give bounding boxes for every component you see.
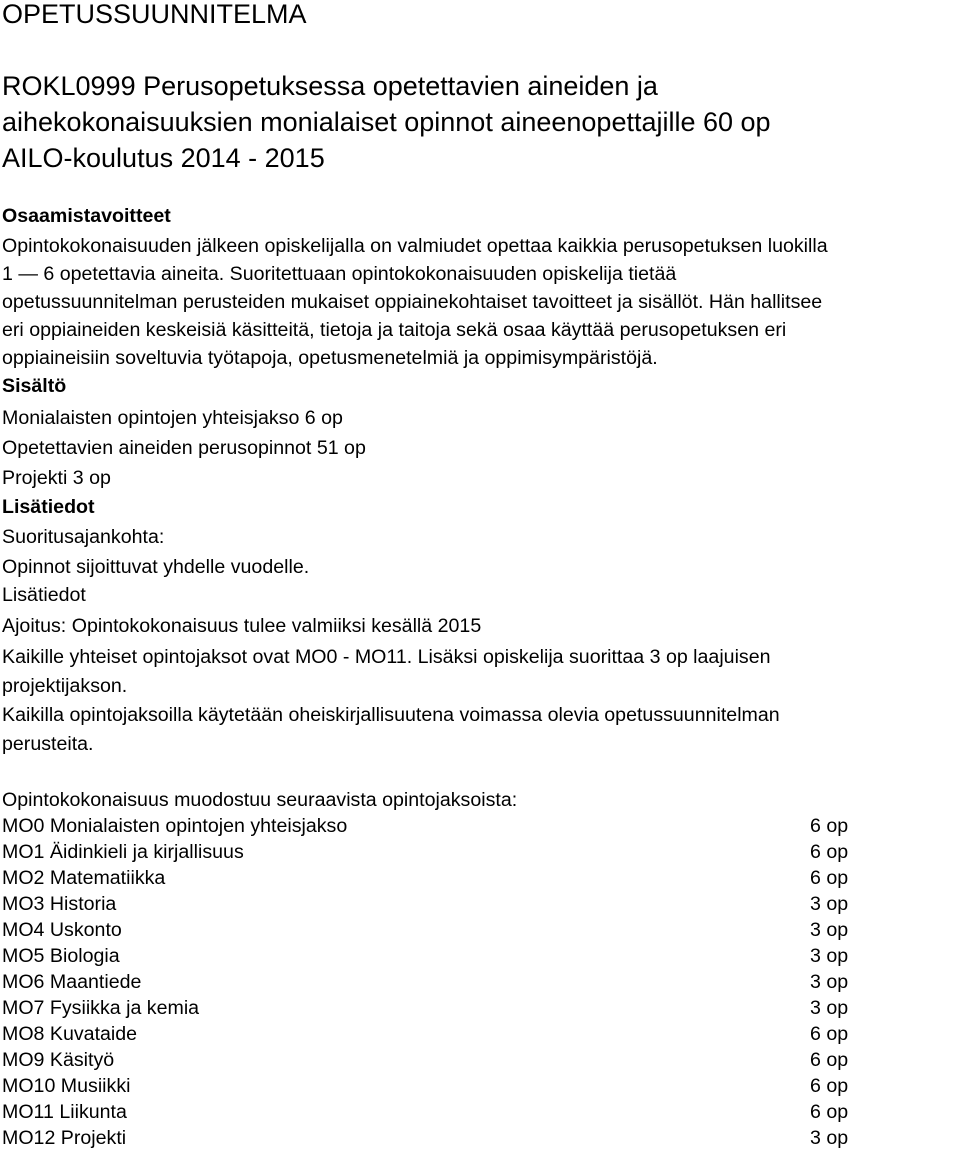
course-credits: 6 op: [810, 841, 849, 863]
objectives-line: oppiaineisiin soveltuvia työtapoja, opetusmenetelmiä ja oppimisympäristöjä.: [2, 347, 658, 369]
course-row: [2, 839, 852, 865]
course-title-line-1: ROKL0999 Perusopetuksessa opetettavien aineiden ja: [2, 71, 658, 101]
course-credits: 6 op: [810, 867, 849, 889]
course-credits: 3 op: [810, 1127, 849, 1149]
additional-info-heading-2: Lisätiedot: [2, 584, 86, 606]
course-row: [2, 943, 852, 969]
course-name: MO9 Käsityö: [2, 1049, 115, 1071]
additional-line: projektijakson.: [2, 675, 128, 697]
course-row: [2, 1125, 852, 1151]
course-row: [2, 995, 852, 1021]
program-title: AILO-koulutus 2014 - 2015: [2, 143, 325, 173]
course-name: MO1 Äidinkieli ja kirjallisuus: [2, 841, 244, 863]
content-item: Projekti 3 op: [2, 467, 111, 489]
course-credits: 3 op: [810, 945, 849, 967]
course-name: MO10 Musiikki: [2, 1075, 131, 1097]
objectives-line: Opintokokonaisuuden jälkeen opiskelijalla on valmiudet opettaa kaikkia perusopetuksen luokilla: [2, 235, 828, 257]
course-title-line-2: aihekokonaisuuksien monialaiset opinnot aineenopettajille 60 op: [2, 107, 771, 137]
content-item: Opetettavien aineiden perusopinnot 51 op: [2, 437, 366, 459]
content-item: Monialaisten opintojen yhteisjakso 6 op: [2, 407, 343, 429]
course-row: [2, 969, 852, 995]
course-row: [2, 891, 852, 917]
document-heading: OPETUSSUUNNITELMA: [2, 0, 307, 29]
additional-line: Kaikilla opintojaksoilla käytetään oheiskirjallisuutena voimassa olevia opetussuunnitelman: [2, 704, 780, 726]
objectives-line: opetussuunnitelman perusteiden mukaiset oppiainekohtaiset tavoitteet ja sisällöt. Hän hallitsee: [2, 291, 823, 313]
course-row: [2, 1021, 852, 1047]
course-name: MO3 Historia: [2, 893, 117, 915]
course-name: MO7 Fysiikka ja kemia: [2, 997, 200, 1019]
course-credits: 3 op: [810, 893, 849, 915]
course-row: [2, 917, 852, 943]
objectives-heading: Osaamistavoitteet: [2, 205, 171, 227]
course-name: MO8 Kuvataide: [2, 1023, 138, 1045]
course-row: [2, 1047, 852, 1073]
completion-value: Opinnot sijoittuvat yhdelle vuodelle.: [2, 556, 310, 578]
course-credits: 3 op: [810, 997, 849, 1019]
additional-line: perusteita.: [2, 733, 94, 755]
composition-intro: Opintokokonaisuus muodostuu seuraavista opintojaksoista:: [2, 789, 518, 811]
additional-line: Kaikille yhteiset opintojaksot ovat MO0 - MO11. Lisäksi opiskelija suorittaa 3 op laajuisen: [2, 646, 771, 668]
course-credits: 6 op: [810, 1075, 849, 1097]
content-heading: Sisältö: [2, 375, 67, 397]
course-name: MO2 Matematiikka: [2, 867, 166, 889]
course-credits: 3 op: [810, 919, 849, 941]
course-name: MO5 Biologia: [2, 945, 120, 967]
course-credits: 3 op: [810, 971, 849, 993]
course-name: MO4 Uskonto: [2, 919, 122, 941]
course-row: [2, 1099, 852, 1125]
course-row: [2, 865, 852, 891]
course-row: [2, 813, 852, 839]
course-credits: 6 op: [810, 815, 849, 837]
additional-line: Ajoitus: Opintokokonaisuus tulee valmiiksi kesällä 2015: [2, 615, 482, 637]
course-row: [2, 1073, 852, 1099]
course-name: MO0 Monialaisten opintojen yhteisjakso: [2, 815, 348, 837]
additional-info-heading: Lisätiedot: [2, 496, 95, 518]
course-credits: 6 op: [810, 1049, 849, 1071]
course-credits: 6 op: [810, 1101, 849, 1123]
course-name: MO12 Projekti: [2, 1127, 127, 1149]
completion-label: Suoritusajankohta:: [2, 526, 165, 548]
course-name: MO11 Liikunta: [2, 1101, 127, 1123]
course-credits: 6 op: [810, 1023, 849, 1045]
objectives-line: 1 — 6 opetettavia aineita. Suoritettuaan opintokokonaisuuden opiskelija tietää: [2, 263, 677, 285]
objectives-line: eri oppiaineiden keskeisiä käsitteitä, tietoja ja taitoja sekä osaa käyttää perusopetuksen eri: [2, 319, 787, 341]
course-name: MO6 Maantiede: [2, 971, 142, 993]
